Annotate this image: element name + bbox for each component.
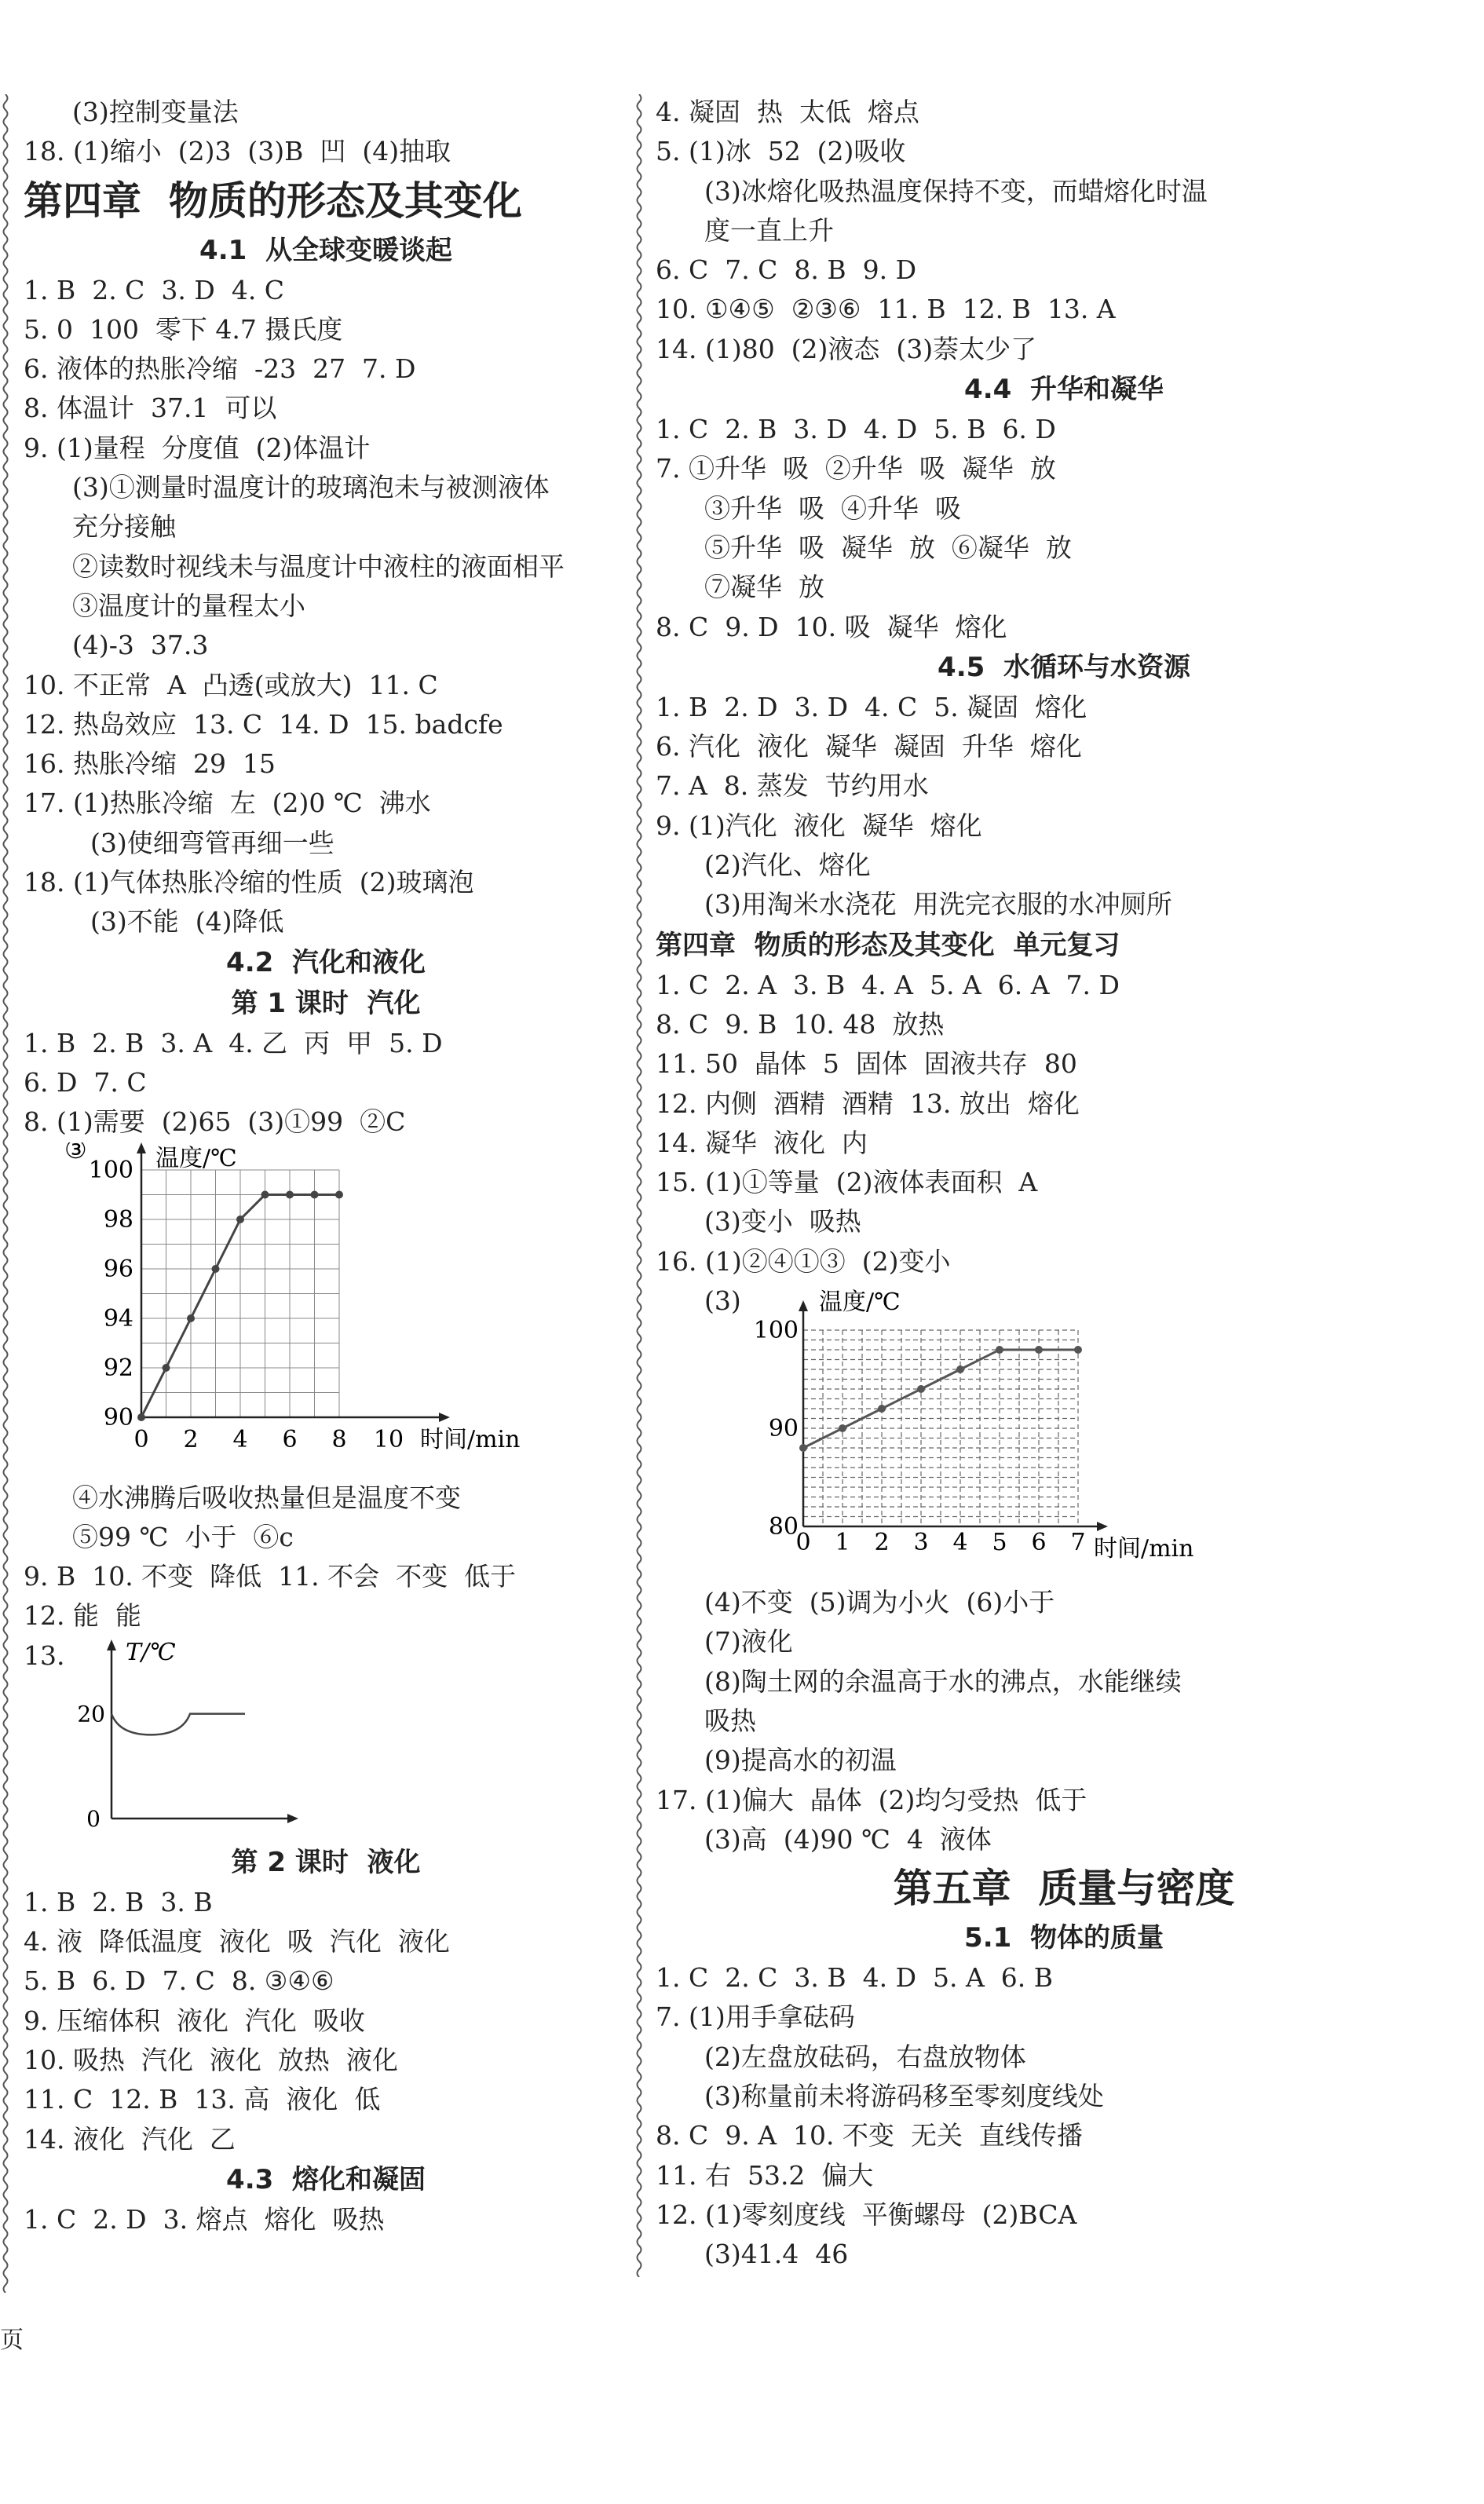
y-tick-label: 92 xyxy=(103,1354,133,1382)
answer-line: 6. D 7. C xyxy=(24,1066,147,1098)
answer-line: (3)41.4 46 xyxy=(704,2239,849,2270)
answer-line: 16. 热胀冷缩 29 15 xyxy=(24,748,276,780)
answer-line: 11. C 12. B 13. 高 液化 低 xyxy=(24,2084,381,2115)
answer-line: 12. 内侧 酒精 酒精 13. 放出 熔化 xyxy=(656,1088,1080,1119)
answer-line: (3)使细弯管再细一些 xyxy=(90,827,334,858)
x-tick-label: 10 xyxy=(373,1425,404,1453)
y-tick-label: 98 xyxy=(103,1205,133,1234)
boiling-chart-container xyxy=(24,1142,628,1479)
answer-line: 11. 右 53.2 偏大 xyxy=(656,2159,874,2191)
column-divider-wave xyxy=(633,94,645,2277)
q13-temperature-sketch xyxy=(24,1636,589,1842)
data-point xyxy=(1035,1346,1043,1354)
answer-line: 6. 汽化 液化 凝华 凝固 升华 熔化 xyxy=(656,731,1082,762)
y-tick-label: 96 xyxy=(103,1255,133,1283)
data-point xyxy=(996,1346,1003,1354)
chart-prefix-label: ③ xyxy=(64,1142,87,1164)
answer-line: (7)液化 xyxy=(704,1626,793,1658)
answer-line: 17. (1)热胀冷缩 左 (2)0 ℃ 沸水 xyxy=(24,788,431,819)
answer-line: (8)陶土网的余温高于水的沸点，水能继续 xyxy=(704,1665,1182,1697)
answer-line: (3)变小 吸热 xyxy=(704,1206,861,1237)
y-marker-label: 20 xyxy=(77,1701,105,1727)
answer-line: 5. (1)冰 52 (2)吸收 xyxy=(656,136,906,167)
x-tick-label: 4 xyxy=(952,1529,968,1557)
x-tick-label: 8 xyxy=(331,1425,347,1453)
answer-line: 9. (1)量程 分度值 (2)体温计 xyxy=(24,432,371,463)
unit-chart-container xyxy=(656,1281,1472,1583)
answer-line: (3)冰熔化吸热温度保持不变，而蜡熔化时温 xyxy=(704,175,1208,207)
left-edge-wave-border xyxy=(0,94,11,2293)
page-footer: 页 xyxy=(0,2327,24,2354)
data-point xyxy=(311,1190,319,1198)
answer-line: 11. 50 晶体 5 固体 固液共存 80 xyxy=(656,1048,1077,1080)
section-4-2-title: 4.2 汽化和液化 xyxy=(226,946,426,978)
answer-line: 10. 吸热 汽化 液化 放热 液化 xyxy=(24,2044,398,2075)
answer-line: 9. (1)汽化 液化 凝华 熔化 xyxy=(656,810,982,841)
x-tick-label: 1 xyxy=(835,1529,850,1557)
data-point xyxy=(839,1424,846,1432)
answer-line: 18. (1)气体热胀冷缩的性质 (2)玻璃泡 xyxy=(24,867,474,898)
answer-line: 8. C 9. D 10. 吸 凝华 熔化 xyxy=(656,611,1007,642)
left-column xyxy=(24,93,628,2239)
answer-line: 8. (1)需要 (2)65 (3)①99 ②C xyxy=(24,1106,406,1138)
answer-line: 7. A 8. 蒸发 节约用水 xyxy=(656,770,929,802)
answer-line: ⑤升华 吸 凝华 放 ⑥凝华 放 xyxy=(704,532,1072,563)
answer-line: 充分接触 xyxy=(72,511,176,543)
x-axis-arrow xyxy=(287,1814,298,1823)
x-tick-label: 6 xyxy=(282,1425,298,1453)
answer-line: (4)不变 (5)调为小火 (6)小于 xyxy=(704,1587,1055,1618)
unit-review-temperature-chart xyxy=(656,1281,1268,1583)
y-axis-arrow xyxy=(137,1142,146,1153)
answer-line: (2)汽化、熔化 xyxy=(704,850,871,881)
x-axis-arrow xyxy=(439,1413,450,1422)
answer-line: ⑦凝华 放 xyxy=(704,572,824,603)
answer-line: 8. 体温计 37.1 可以 xyxy=(24,393,277,424)
answer-line: 吸热 xyxy=(704,1705,756,1736)
chapter4-title: 第四章 物质的形态及其变化 xyxy=(24,177,522,224)
answer-line: 1. C 2. B 3. D 4. D 5. B 6. D xyxy=(656,414,1056,445)
y-tick-label: 100 xyxy=(88,1156,133,1184)
data-point xyxy=(261,1190,269,1198)
right-column xyxy=(656,93,1472,2274)
answer-line: 18. (1)缩小 (2)3 (3)B 凹 (4)抽取 xyxy=(24,136,451,167)
answer-line: 10. 不正常 A 凸透(或放大) 11. C xyxy=(24,669,438,700)
data-point xyxy=(236,1215,244,1223)
data-point xyxy=(917,1385,925,1393)
x-tick-label: 4 xyxy=(232,1425,248,1453)
data-point xyxy=(799,1444,807,1452)
x-axis-label: 时间/min xyxy=(420,1425,521,1453)
answer-line: 4. 凝固 热 太低 熔点 xyxy=(656,97,919,127)
answer-line: 8. C 9. A 10. 不变 无关 直线传播 xyxy=(656,2120,1083,2151)
q13-graph-container xyxy=(24,1636,628,1842)
x-tick-label: 7 xyxy=(1070,1529,1086,1557)
answer-line: 15. (1)①等量 (2)液体表面积 A xyxy=(656,1167,1038,1198)
data-point xyxy=(187,1314,195,1322)
answer-line: 9. B 10. 不变 降低 11. 不会 不变 低于 xyxy=(24,1561,517,1592)
answer-line: 12. 能 能 xyxy=(24,1600,141,1632)
data-point xyxy=(956,1365,964,1373)
data-point xyxy=(335,1190,343,1198)
section-4-3-title: 4.3 熔化和凝固 xyxy=(226,2163,426,2195)
answer-line: (9)提高水的初温 xyxy=(704,1745,897,1776)
answer-line: 14. (1)80 (2)液态 (3)萘太少了 xyxy=(656,333,1037,364)
origin-label: 0 xyxy=(86,1805,101,1832)
answer-line: 13. xyxy=(24,1639,65,1671)
x-tick-label: 0 xyxy=(795,1529,811,1557)
answer-line: 16. (1)②④①③ (2)变小 xyxy=(656,1245,951,1277)
y-tick-label: 100 xyxy=(753,1317,799,1345)
answer-line: 7. ①升华 吸 ②升华 吸 凝华 放 xyxy=(656,453,1056,484)
x-tick-label: 2 xyxy=(183,1425,199,1453)
y-axis-arrow xyxy=(799,1300,808,1311)
answer-line: ⑤99 ℃ 小于 ⑥c xyxy=(72,1521,294,1552)
answer-line: 12. 热岛效应 13. C 14. D 15. badcfe xyxy=(24,708,503,740)
data-point xyxy=(163,1364,170,1372)
answer-line: 6. 液体的热胀冷缩 -23 27 7. D xyxy=(24,353,416,385)
answer-line: 17. (1)偏大 晶体 (2)均匀受热 低于 xyxy=(656,1784,1087,1815)
answer-line: 1. C 2. A 3. B 4. A 5. A 6. A 7. D xyxy=(656,969,1120,1000)
lesson-1-title: 第 1 课时 汽化 xyxy=(231,987,421,1019)
answer-line: 1. B 2. B 3. A 4. 乙 丙 甲 5. D xyxy=(24,1027,443,1058)
answer-line: (3)①测量时温度计的玻璃泡未与被测液体 xyxy=(72,472,550,503)
temperature-curve xyxy=(111,1713,245,1735)
y-tick-label: 80 xyxy=(768,1513,799,1541)
x-axis-arrow xyxy=(1097,1522,1108,1531)
section-4-4-title: 4.4 升华和凝华 xyxy=(964,374,1164,406)
data-point xyxy=(286,1190,294,1198)
y-axis-label: 温度/℃ xyxy=(155,1144,237,1172)
answer-line: ②读数时视线未与温度计中液柱的液面相平 xyxy=(72,550,565,582)
answer-line: 8. C 9. B 10. 48 放热 xyxy=(656,1008,945,1040)
answer-line: 1. B 2. B 3. B xyxy=(24,1886,213,1917)
y-axis-arrow xyxy=(107,1639,116,1650)
x-tick-label: 2 xyxy=(874,1529,890,1557)
answer-line: 1. C 2. C 3. B 4. D 5. A 6. B xyxy=(656,1962,1054,1994)
data-point xyxy=(1074,1346,1082,1354)
data-point xyxy=(878,1405,886,1413)
boiling-temperature-chart xyxy=(24,1142,589,1479)
answer-line: (3)不能 (4)降低 xyxy=(90,906,284,938)
answer-line: (3)称量前未将游码移至零刻度线处 xyxy=(704,2080,1104,2111)
answer-line: 7. (1)用手拿砝码 xyxy=(656,2001,855,2033)
y-tick-label: 90 xyxy=(103,1403,133,1431)
answer-line: 1. C 2. D 3. 熔点 熔化 吸热 xyxy=(24,2203,385,2235)
answer-line: 5. B 6. D 7. C 8. ③④⑥ xyxy=(24,1965,334,1997)
data-point xyxy=(137,1413,145,1421)
answer-line: ③升华 吸 ④升华 吸 xyxy=(704,492,961,524)
answer-line: 6. C 7. C 8. B 9. D xyxy=(656,254,917,286)
answer-line: ④水沸腾后吸收热量但是温度不变 xyxy=(72,1482,461,1513)
y-tick-label: 94 xyxy=(103,1304,133,1332)
data-point xyxy=(212,1265,220,1273)
x-axis-label: 时间/min xyxy=(1094,1535,1194,1563)
y-tick-label: 90 xyxy=(768,1415,799,1443)
answer-line: 1. B 2. D 3. D 4. C 5. 凝固 熔化 xyxy=(656,691,1087,722)
answer-line: (3)高 (4)90 ℃ 4 液体 xyxy=(704,1823,992,1855)
x-tick-label: 5 xyxy=(992,1529,1007,1557)
section-5-1-title: 5.1 物体的质量 xyxy=(964,1922,1164,1954)
answer-line: (3)用淘米水浇花 用洗完衣服的水冲厕所 xyxy=(704,889,1172,920)
answer-line: ③温度计的量程太小 xyxy=(72,590,305,621)
section-4-1-title: 4.1 从全球变暖谈起 xyxy=(199,234,452,266)
y-axis-label: 温度/℃ xyxy=(819,1289,901,1317)
answer-line: 度一直上升 xyxy=(704,214,834,246)
answer-line: (4)-3 37.3 xyxy=(72,630,209,661)
lesson-2-title: 第 2 课时 液化 xyxy=(231,1846,421,1878)
answer-line: 4. 液 降低温度 液化 吸 汽化 液化 xyxy=(24,1926,450,1958)
answer-line: (3)控制变量法 xyxy=(72,97,239,127)
answer-line: 9. 压缩体积 液化 汽化 吸收 xyxy=(24,2005,365,2036)
y-axis-label: T/℃ xyxy=(126,1638,176,1666)
x-tick-label: 6 xyxy=(1031,1529,1047,1557)
answer-line: 1. B 2. C 3. D 4. C xyxy=(24,274,285,305)
answer-line: 14. 凝华 液化 内 xyxy=(656,1127,868,1158)
answer-line: 14. 液化 汽化 乙 xyxy=(24,2123,236,2155)
answer-line: 5. 0 100 零下 4.7 摄氏度 xyxy=(24,313,343,345)
x-tick-label: 0 xyxy=(133,1425,149,1453)
x-tick-label: 3 xyxy=(913,1529,929,1557)
answer-line: (3) xyxy=(704,1285,741,1317)
answer-line: 12. (1)零刻度线 平衡螺母 (2)BCA xyxy=(656,2199,1077,2230)
answer-line: (2)左盘放砝码，右盘放物体 xyxy=(704,2041,1026,2072)
unit-review-title: 第四章 物质的形态及其变化 单元复习 xyxy=(656,929,1120,961)
section-4-5-title: 4.5 水循环与水资源 xyxy=(938,651,1190,683)
answer-line: 10. ①④⑤ ②③⑥ 11. B 12. B 13. A xyxy=(656,294,1116,325)
chapter5-title: 第五章 质量与密度 xyxy=(893,1866,1235,1912)
